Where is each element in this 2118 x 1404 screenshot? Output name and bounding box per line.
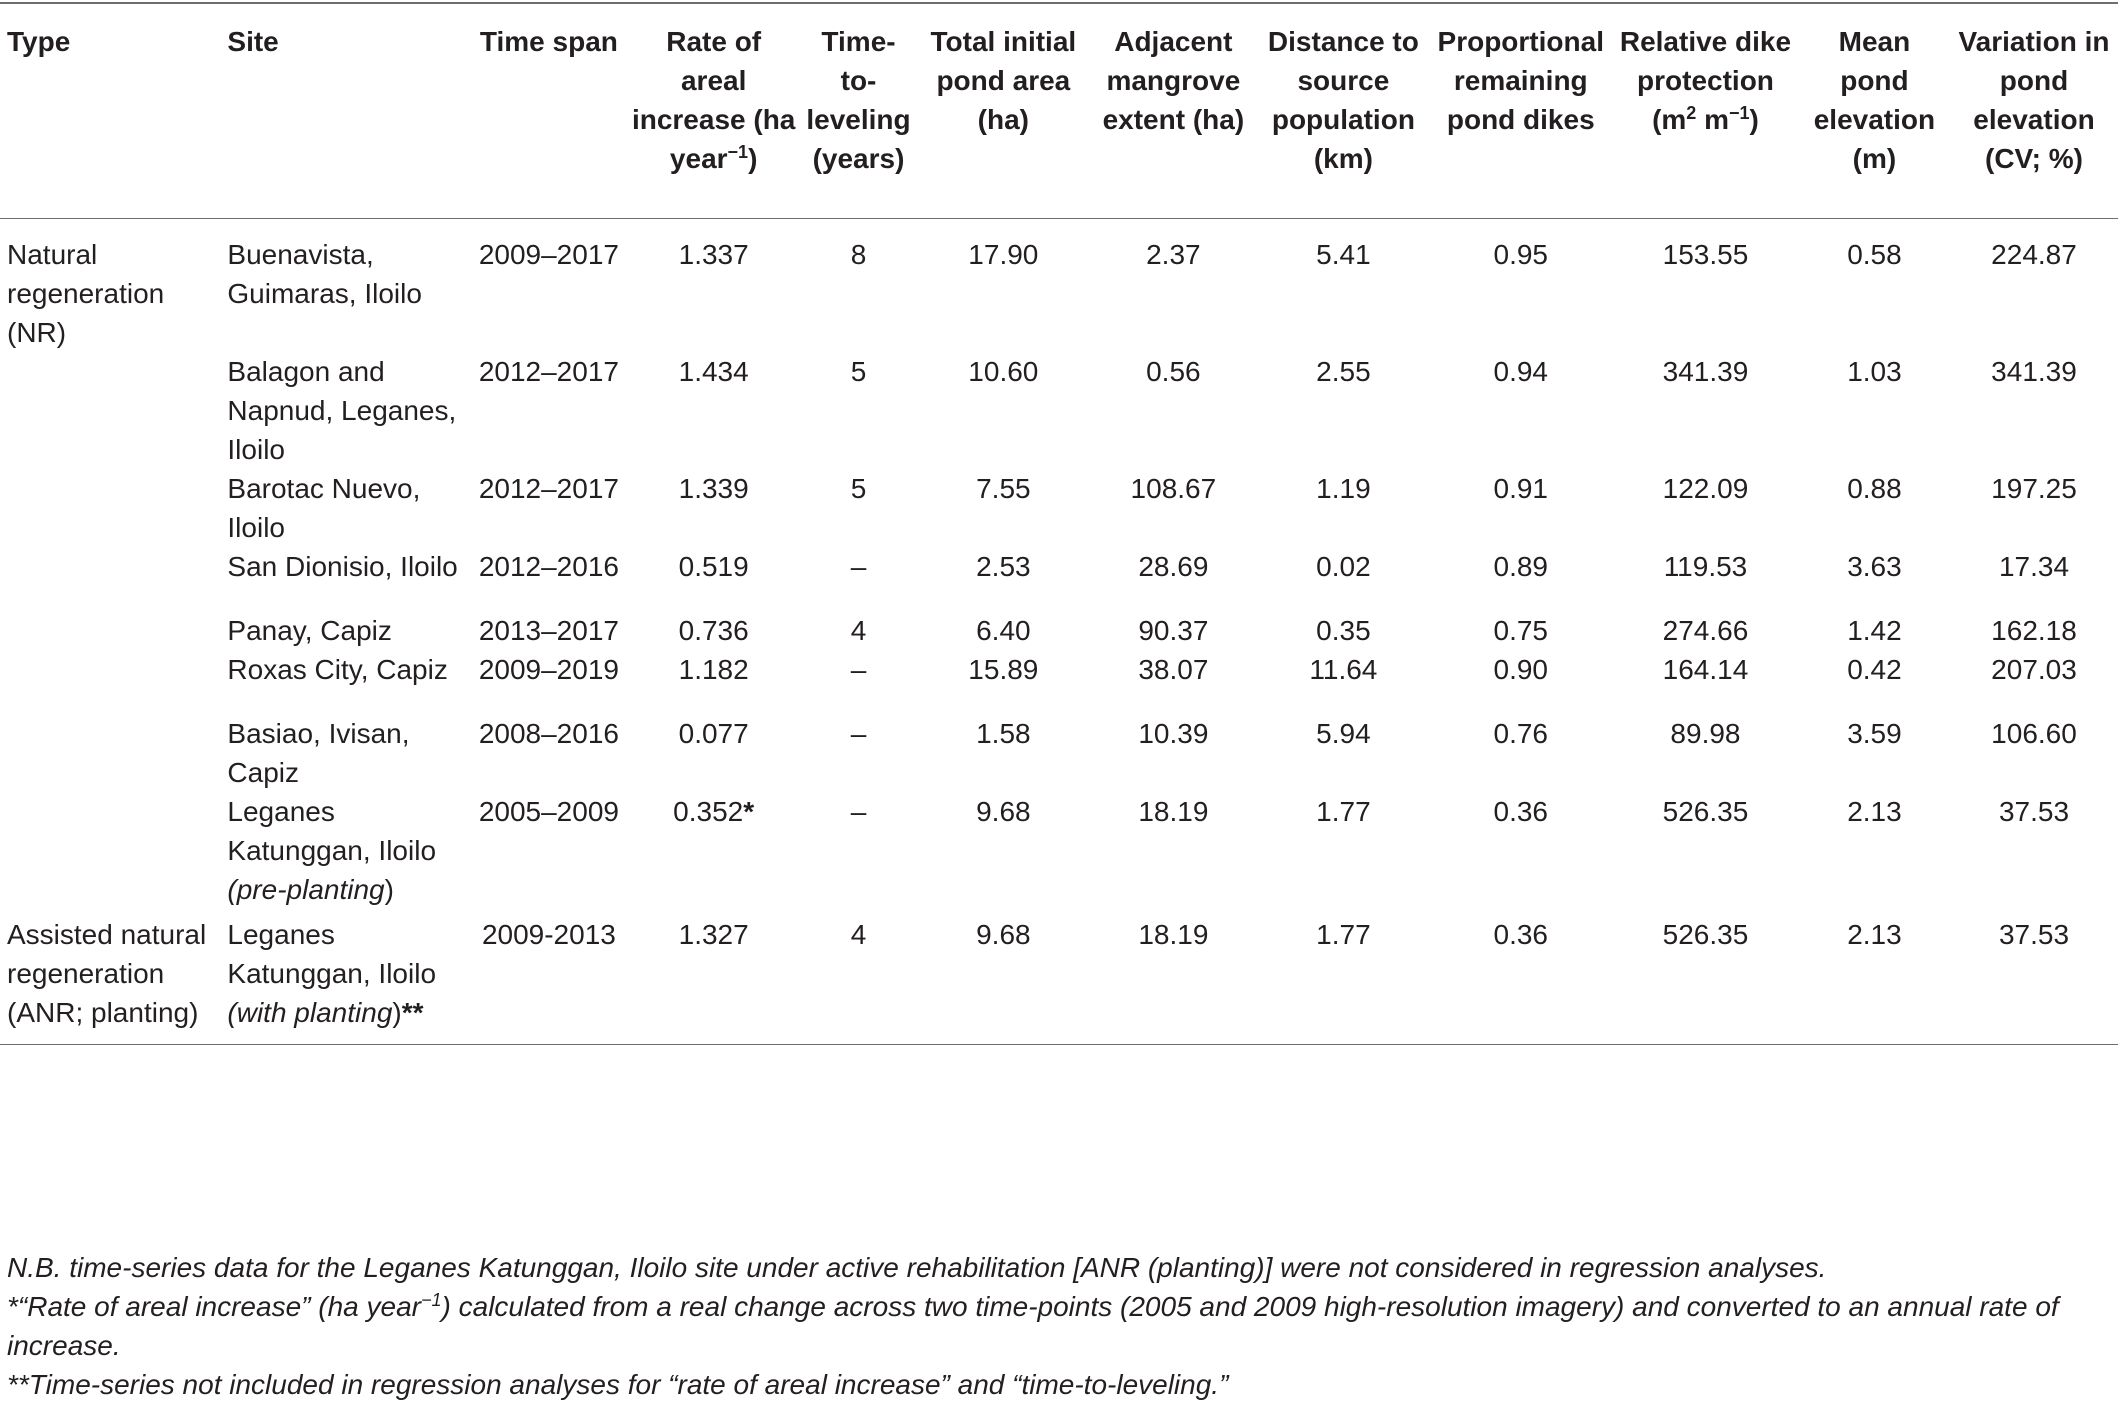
cell-time-span: 2005–2009 (478, 795, 619, 827)
table-row (0, 547, 2118, 611)
cell-site (220, 650, 470, 714)
rate-value: 0.519 (678, 550, 749, 582)
site-name: Balagon and Napnud, Leganes, Iloilo (227, 355, 457, 465)
header-dike-protection (1612, 22, 1799, 218)
cell-type (0, 650, 220, 714)
cell-type (0, 469, 220, 547)
cell-time-span: 2012–2016 (478, 550, 619, 582)
cell-distance: 0.35 (1316, 614, 1371, 646)
cell-site (220, 714, 470, 792)
cell-mean-elevation: 0.42 (1847, 653, 1902, 685)
cell-type (0, 611, 220, 650)
header-time-to-leveling: Time-to-leveling (years) (806, 26, 911, 174)
site-name: Buenavista, Guimaras, Iloilo (227, 238, 422, 309)
cell-distance: 11.64 (1309, 653, 1378, 685)
rate-value: 1.434 (678, 355, 749, 387)
data-table (0, 22, 2118, 1045)
cell-elevation-variation: 197.25 (1991, 472, 2077, 504)
site-qualifier: (pre-planting (227, 873, 385, 905)
rate-value: 0.077 (678, 717, 749, 749)
cell-distance: 1.77 (1316, 918, 1371, 950)
cell-dike-protection: 119.53 (1663, 550, 1748, 582)
header-rate (628, 22, 800, 218)
cell-mean-elevation: 0.58 (1847, 238, 1902, 270)
cell-elevation-variation: 224.87 (1991, 238, 2077, 270)
cell-mean-elevation: 2.13 (1847, 795, 1902, 827)
cell-mangrove-extent: 108.67 (1130, 472, 1217, 504)
header-dike-mid: m (1696, 104, 1729, 135)
cell-pond-area: 15.89 (968, 653, 1039, 685)
cell-distance: 0.02 (1316, 550, 1371, 582)
cell-type: Natural regeneration (NR) (7, 238, 165, 348)
table-row (0, 611, 2118, 650)
cell-distance: 5.41 (1316, 238, 1371, 270)
cell-type: Assisted natural regeneration (ANR; planting) (7, 918, 207, 1028)
cell-type (0, 352, 220, 469)
header-dike-sup1: 2 (1686, 103, 1697, 123)
cell-pond-area: 6.40 (976, 614, 1031, 646)
header-row (0, 22, 2118, 218)
footnotes (7, 1248, 2111, 1404)
cell-type (0, 547, 220, 611)
cell-time-to-leveling: – (850, 717, 867, 749)
cell-site (220, 469, 470, 547)
cell-pond-area: 9.68 (976, 795, 1031, 827)
cell-pond-dikes: 0.90 (1493, 653, 1548, 685)
cell-dike-protection: 122.09 (1662, 472, 1749, 504)
cell-mangrove-extent: 10.39 (1138, 717, 1209, 749)
site-qualifier: (with planting (227, 996, 393, 1028)
site-tail: ) (384, 873, 394, 905)
top-rule (0, 2, 2118, 4)
cell-rate (628, 611, 800, 650)
site-name: Leganes Katunggan, Iloilo (227, 918, 437, 989)
cell-site (220, 218, 470, 352)
table-row (0, 650, 2118, 714)
header-pond-area: Total initial pond area (ha) (930, 26, 1077, 135)
cell-site (220, 915, 470, 1045)
cell-elevation-variation: 207.03 (1991, 653, 2077, 685)
table-row (0, 218, 2118, 352)
table-row (0, 714, 2118, 792)
cell-mangrove-extent: 2.37 (1146, 238, 1201, 270)
cell-rate (628, 915, 800, 1045)
cell-pond-area: 1.58 (976, 717, 1031, 749)
site-tail: ) (392, 996, 402, 1028)
cell-time-to-leveling: 5 (850, 472, 867, 504)
cell-pond-area: 17.90 (968, 238, 1039, 270)
cell-distance: 2.55 (1316, 355, 1371, 387)
cell-pond-area: 10.60 (968, 355, 1039, 387)
footnote-single-a: *“Rate of areal increase” (ha year (7, 1291, 421, 1322)
cell-pond-area: 9.68 (976, 918, 1031, 950)
cell-time-to-leveling: – (850, 550, 867, 582)
rate-value: 0.352 (673, 795, 744, 827)
cell-mangrove-extent: 18.19 (1138, 795, 1209, 827)
header-type: Type (7, 26, 71, 57)
cell-rate (628, 714, 800, 792)
cell-distance: 5.94 (1316, 717, 1371, 749)
cell-time-span: 2009–2019 (478, 653, 619, 685)
rate-value: 1.327 (678, 918, 749, 950)
cell-mean-elevation: 1.03 (1847, 355, 1902, 387)
cell-elevation-variation: 106.60 (1991, 717, 2077, 749)
footnote-single-sup: −1 (420, 1290, 442, 1310)
cell-dike-protection: 89.98 (1670, 717, 1741, 749)
footnote-single-b: ) calculated from a real change across two time-points (2005 and 2009 high-resolution imagery) and converted to an annual rate of increase. (7, 1291, 2059, 1361)
cell-mangrove-extent: 28.69 (1138, 550, 1209, 582)
header-mangrove-extent: Adjacent mangrove extent (ha) (1102, 26, 1245, 135)
cell-rate (628, 547, 800, 611)
cell-time-to-leveling: 5 (850, 355, 867, 387)
cell-rate (628, 469, 800, 547)
header-dike-close: ) (1749, 104, 1759, 135)
header-rate-close: ) (748, 143, 758, 174)
header-site: Site (227, 26, 279, 57)
header-pond-dikes: Proportional remaining pond dikes (1437, 26, 1604, 135)
cell-dike-protection: 526.35 (1662, 918, 1749, 950)
cell-rate (628, 650, 800, 714)
cell-pond-area: 2.53 (976, 550, 1031, 582)
cell-site (220, 792, 470, 915)
rate-footnote-mark: * (743, 795, 755, 827)
cell-pond-dikes: 0.89 (1493, 550, 1548, 582)
cell-mean-elevation: 3.59 (1847, 717, 1902, 749)
site-name: Basiao, Ivisan, Capiz (227, 717, 410, 788)
rate-value: 1.339 (678, 472, 749, 504)
cell-time-to-leveling: 4 (850, 918, 867, 950)
cell-pond-area: 7.55 (976, 472, 1031, 504)
cell-time-span: 2013–2017 (478, 614, 619, 646)
table-row (0, 469, 2118, 547)
cell-time-span: 2009–2017 (478, 238, 619, 270)
cell-pond-dikes: 0.76 (1493, 717, 1548, 749)
cell-mean-elevation: 2.13 (1847, 918, 1902, 950)
cell-distance: 1.77 (1316, 795, 1371, 827)
cell-time-to-leveling: – (850, 653, 867, 685)
header-dike-sup2: −1 (1729, 103, 1750, 123)
cell-elevation-variation: 37.53 (1998, 918, 2070, 950)
cell-pond-dikes: 0.91 (1493, 472, 1548, 504)
header-rate-sup: −1 (727, 142, 749, 162)
cell-mangrove-extent: 0.56 (1146, 355, 1201, 387)
header-rate-text: Rate of areal increase (ha year (631, 26, 796, 174)
cell-mean-elevation: 1.42 (1847, 614, 1902, 646)
cell-time-span: 2012–2017 (478, 355, 619, 387)
table-body (0, 218, 2118, 1045)
cell-time-to-leveling: – (850, 795, 867, 827)
cell-mangrove-extent: 38.07 (1138, 653, 1209, 685)
cell-elevation-variation: 37.53 (1998, 795, 2070, 827)
cell-mean-elevation: 3.63 (1847, 550, 1902, 582)
cell-site (220, 352, 470, 469)
table-row (0, 792, 2118, 915)
cell-time-span: 2008–2016 (478, 717, 619, 749)
header-dike-text: Relative dike protection (m (1619, 26, 1792, 135)
cell-dike-protection: 341.39 (1662, 355, 1749, 387)
site-name: Panay, Capiz (227, 614, 392, 646)
cell-distance: 1.19 (1316, 472, 1371, 504)
rate-value: 1.182 (678, 653, 749, 685)
cell-rate (628, 352, 800, 469)
cell-mangrove-extent: 90.37 (1138, 614, 1209, 646)
cell-pond-dikes: 0.36 (1493, 918, 1548, 950)
header-time-span: Time span (479, 26, 618, 57)
cell-mangrove-extent: 18.19 (1138, 918, 1209, 950)
footnote-double-star: **Time-series not included in regression analyses for “rate of areal increase” and “time-to-leveling.” (7, 1369, 1229, 1400)
cell-elevation-variation: 341.39 (1991, 355, 2077, 387)
footnote-single-star (7, 1287, 2111, 1365)
table-row (0, 915, 2118, 1045)
cell-dike-protection: 526.35 (1662, 795, 1749, 827)
table-row (0, 352, 2118, 469)
site-name: Barotac Nuevo, Iloilo (227, 472, 421, 543)
cell-site (220, 611, 470, 650)
cell-pond-dikes: 0.95 (1493, 238, 1548, 270)
footnote-nb: N.B. time-series data for the Leganes Katunggan, Iloilo site under active rehabilitation [ANR (planting)] were not considered in regression analyses. (7, 1252, 1827, 1283)
cell-type (0, 714, 220, 792)
header-distance: Distance to source population (km) (1267, 26, 1419, 174)
cell-pond-dikes: 0.75 (1493, 614, 1548, 646)
cell-pond-dikes: 0.94 (1493, 355, 1548, 387)
site-footnote-mark: ** (401, 996, 424, 1028)
cell-time-to-leveling: 4 (850, 614, 867, 646)
cell-dike-protection: 274.66 (1662, 614, 1749, 646)
cell-elevation-variation: 17.34 (1998, 550, 2070, 582)
header-elevation-variation: Variation in pond elevation (CV; %) (1958, 26, 2110, 174)
cell-rate (628, 792, 800, 915)
cell-elevation-variation: 162.18 (1991, 614, 2077, 646)
site-name: San Dionisio, Iloilo (227, 550, 458, 582)
cell-dike-protection: 153.55 (1662, 238, 1749, 270)
cell-time-to-leveling: 8 (850, 238, 867, 270)
cell-type (0, 792, 220, 915)
cell-pond-dikes: 0.36 (1493, 795, 1548, 827)
rate-value: 1.337 (678, 238, 749, 270)
cell-dike-protection: 164.14 (1662, 653, 1749, 685)
cell-time-span: 2012–2017 (478, 472, 619, 504)
rate-value: 0.736 (678, 614, 749, 646)
site-name: Leganes Katunggan, Iloilo (227, 795, 437, 866)
header-mean-elevation: Mean pond elevation (m) (1813, 26, 1936, 174)
cell-time-span: 2009-2013 (481, 918, 616, 950)
site-name: Roxas City, Capiz (227, 653, 448, 685)
cell-site (220, 547, 470, 611)
cell-rate (628, 218, 800, 352)
cell-mean-elevation: 0.88 (1847, 472, 1902, 504)
